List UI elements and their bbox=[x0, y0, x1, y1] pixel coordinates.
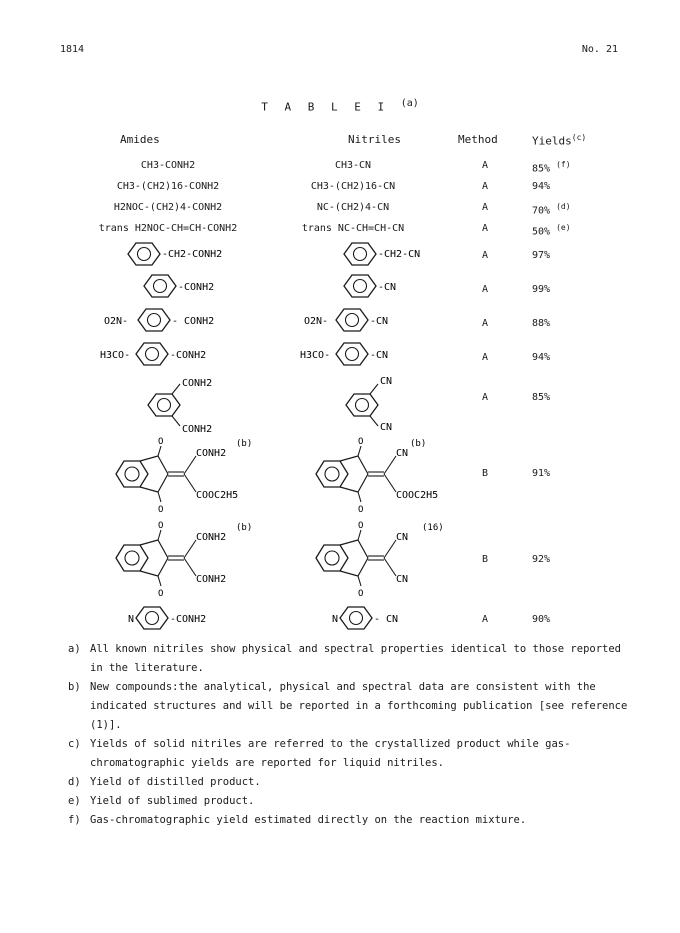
yield-cell bbox=[532, 160, 571, 174]
yield-value: 92% bbox=[532, 554, 551, 565]
nitrile-structure bbox=[306, 518, 476, 598]
keto-oxygen-top: O bbox=[358, 521, 364, 531]
nitrile-sub2: CN bbox=[380, 422, 393, 433]
amide-formula: trans H2NOC-CH=CH-CONH2 bbox=[98, 223, 238, 234]
yield-note: (e) bbox=[556, 223, 571, 232]
nitrile-sub2: COOC2H5 bbox=[396, 490, 439, 501]
nitrile-group: -CN bbox=[370, 350, 389, 361]
nitrile-formula: CH3-(CH2)16-CN bbox=[310, 181, 396, 192]
amide-structure bbox=[104, 306, 264, 334]
amide-prefix: N bbox=[128, 614, 135, 625]
nitrile-formula: NC-(CH2)4-CN bbox=[316, 202, 390, 213]
amide-formula: H2NOC-(CH2)4-CONH2 bbox=[113, 202, 223, 213]
col-header-method: Method bbox=[458, 133, 498, 146]
col-header-nitriles: Nitriles bbox=[348, 133, 401, 146]
nitrile-note: (16) bbox=[422, 523, 444, 533]
footnote bbox=[68, 640, 628, 678]
amide-structure bbox=[106, 518, 276, 598]
method-cell: A bbox=[481, 160, 489, 171]
amide-sub1: CONH2 bbox=[196, 532, 227, 543]
amide-sub2: CONH2 bbox=[196, 574, 227, 585]
amide-structure bbox=[106, 434, 276, 514]
amide-structure bbox=[120, 240, 270, 268]
footnote-mark: b) bbox=[68, 681, 81, 693]
keto-oxygen-bottom: O bbox=[358, 589, 364, 598]
issue-number: No. 21 bbox=[581, 44, 618, 55]
footnote bbox=[68, 735, 628, 773]
yield-value: 90% bbox=[532, 614, 551, 625]
yield-value: 85% bbox=[532, 163, 551, 175]
nitrile-prefix: H3CO- bbox=[300, 350, 331, 361]
amide-prefix: O2N- bbox=[104, 316, 129, 327]
nitrile-group: -CN bbox=[370, 316, 389, 327]
footnote bbox=[68, 811, 628, 830]
amide-sub2: COOC2H5 bbox=[196, 490, 239, 501]
nitrile-sub1: CN bbox=[380, 376, 393, 387]
keto-oxygen-bottom: O bbox=[158, 589, 164, 598]
footnote-text: Yield of sublimed product. bbox=[90, 795, 255, 807]
nitrile-structure bbox=[336, 240, 446, 268]
col-header-yields-text: Yields bbox=[532, 134, 572, 148]
nitrile-structure bbox=[338, 372, 428, 438]
footnote-text: Yield of distilled product. bbox=[90, 776, 261, 788]
keto-oxygen-top: O bbox=[358, 437, 364, 447]
footnote-mark: e) bbox=[68, 795, 81, 807]
amide-group: - CONH2 bbox=[172, 316, 215, 327]
amide-sub1: CONH2 bbox=[196, 448, 227, 459]
method-cell: A bbox=[481, 202, 489, 213]
footnote-text: All known nitriles show physical and spectral properties identical to those reported in the literature. bbox=[90, 643, 622, 674]
nitrile-group: - CN bbox=[374, 614, 399, 625]
yield-value: 94% bbox=[532, 352, 551, 363]
footnote-mark: f) bbox=[68, 814, 81, 826]
footnote bbox=[68, 792, 628, 811]
method-cell: A bbox=[481, 223, 489, 234]
nitrile-structure bbox=[330, 604, 440, 632]
keto-oxygen-top: O bbox=[158, 521, 164, 531]
footnote-mark: d) bbox=[68, 776, 81, 788]
method-cell: A bbox=[481, 614, 489, 625]
nitrile-structure bbox=[300, 340, 420, 368]
nitrile-prefix: O2N- bbox=[304, 316, 329, 327]
nitrile-formula: CH3-CN bbox=[334, 160, 372, 171]
footnote-text: Yields of solid nitriles are referred to the crystallized product while gas-chromatographic yields are reported for liquid nitriles. bbox=[90, 738, 571, 769]
yield-value: 50% bbox=[532, 226, 551, 238]
keto-oxygen-top: O bbox=[158, 437, 164, 447]
amide-structure bbox=[100, 340, 260, 368]
yield-value: 91% bbox=[532, 468, 551, 479]
col-header-amides: Amides bbox=[120, 133, 160, 146]
amide-structure bbox=[140, 372, 260, 438]
method-cell: A bbox=[481, 352, 489, 363]
nitrile-sub1: CN bbox=[396, 532, 409, 543]
amide-formula: CH3-CONH2 bbox=[140, 160, 196, 171]
nitrile-group: -CH2-CN bbox=[378, 249, 421, 260]
method-cell: A bbox=[481, 392, 489, 403]
amide-sub2: CONH2 bbox=[182, 424, 213, 435]
table-title-text: T A B L E I bbox=[261, 100, 390, 114]
yield-value: 97% bbox=[532, 250, 551, 261]
yield-cell bbox=[532, 181, 550, 192]
table-title-note: (a) bbox=[400, 98, 419, 109]
keto-oxygen-bottom: O bbox=[358, 505, 364, 514]
footnote bbox=[68, 678, 628, 735]
nitrile-structure bbox=[306, 434, 476, 514]
footnote-text: New compounds:the analytical, physical and spectral data are consistent with the indicated structures and will be reported in a forthcoming publication [see reference (1)]. bbox=[90, 681, 628, 731]
footnote-text: Gas-chromatographic yield estimated directly on the reaction mixture. bbox=[90, 814, 527, 826]
amide-group: -CONH2 bbox=[178, 282, 215, 293]
yield-cell bbox=[532, 202, 571, 216]
amide-structure bbox=[126, 604, 256, 632]
nitrile-group: -CN bbox=[378, 282, 397, 293]
nitrile-sub1: CN bbox=[396, 448, 409, 459]
nitrile-structure bbox=[304, 306, 424, 334]
yield-note: (f) bbox=[556, 160, 571, 169]
amide-formula: CH3-(CH2)16-CONH2 bbox=[116, 181, 220, 192]
amide-note: (b) bbox=[236, 523, 253, 533]
yield-value: 99% bbox=[532, 284, 551, 295]
yield-value: 94% bbox=[532, 181, 551, 192]
amide-sub1: CONH2 bbox=[182, 378, 213, 389]
yield-value: 88% bbox=[532, 318, 551, 329]
col-header-yields-note: (c) bbox=[571, 133, 587, 142]
amide-group: -CH2-CONH2 bbox=[162, 249, 223, 260]
nitrile-note: (b) bbox=[410, 439, 427, 449]
table-title bbox=[0, 98, 680, 114]
amide-prefix: H3CO- bbox=[100, 350, 131, 361]
amide-note: (b) bbox=[236, 439, 253, 449]
footnote-mark: c) bbox=[68, 738, 81, 750]
nitrile-sub2: CN bbox=[396, 574, 409, 585]
amide-group: -CONH2 bbox=[170, 614, 207, 625]
method-cell: A bbox=[481, 318, 489, 329]
method-cell: B bbox=[481, 554, 489, 565]
amide-structure bbox=[136, 272, 246, 300]
yield-value: 70% bbox=[532, 205, 551, 217]
col-header-yields bbox=[532, 133, 586, 148]
keto-oxygen-bottom: O bbox=[158, 505, 164, 514]
method-cell: A bbox=[481, 250, 489, 261]
amide-group: -CONH2 bbox=[170, 350, 207, 361]
nitrile-formula: trans NC-CH=CH-CN bbox=[301, 223, 405, 234]
method-cell: A bbox=[481, 181, 489, 192]
method-cell: B bbox=[481, 468, 489, 479]
footnote-mark: a) bbox=[68, 643, 81, 655]
footnote bbox=[68, 773, 628, 792]
page-number: 1814 bbox=[60, 44, 85, 55]
nitrile-structure bbox=[336, 272, 426, 300]
nitrile-prefix: N bbox=[332, 614, 339, 625]
yield-value: 85% bbox=[532, 392, 551, 403]
yield-cell bbox=[532, 223, 571, 237]
footnotes bbox=[68, 640, 628, 830]
method-cell: A bbox=[481, 284, 489, 295]
yield-note: (d) bbox=[556, 202, 571, 211]
